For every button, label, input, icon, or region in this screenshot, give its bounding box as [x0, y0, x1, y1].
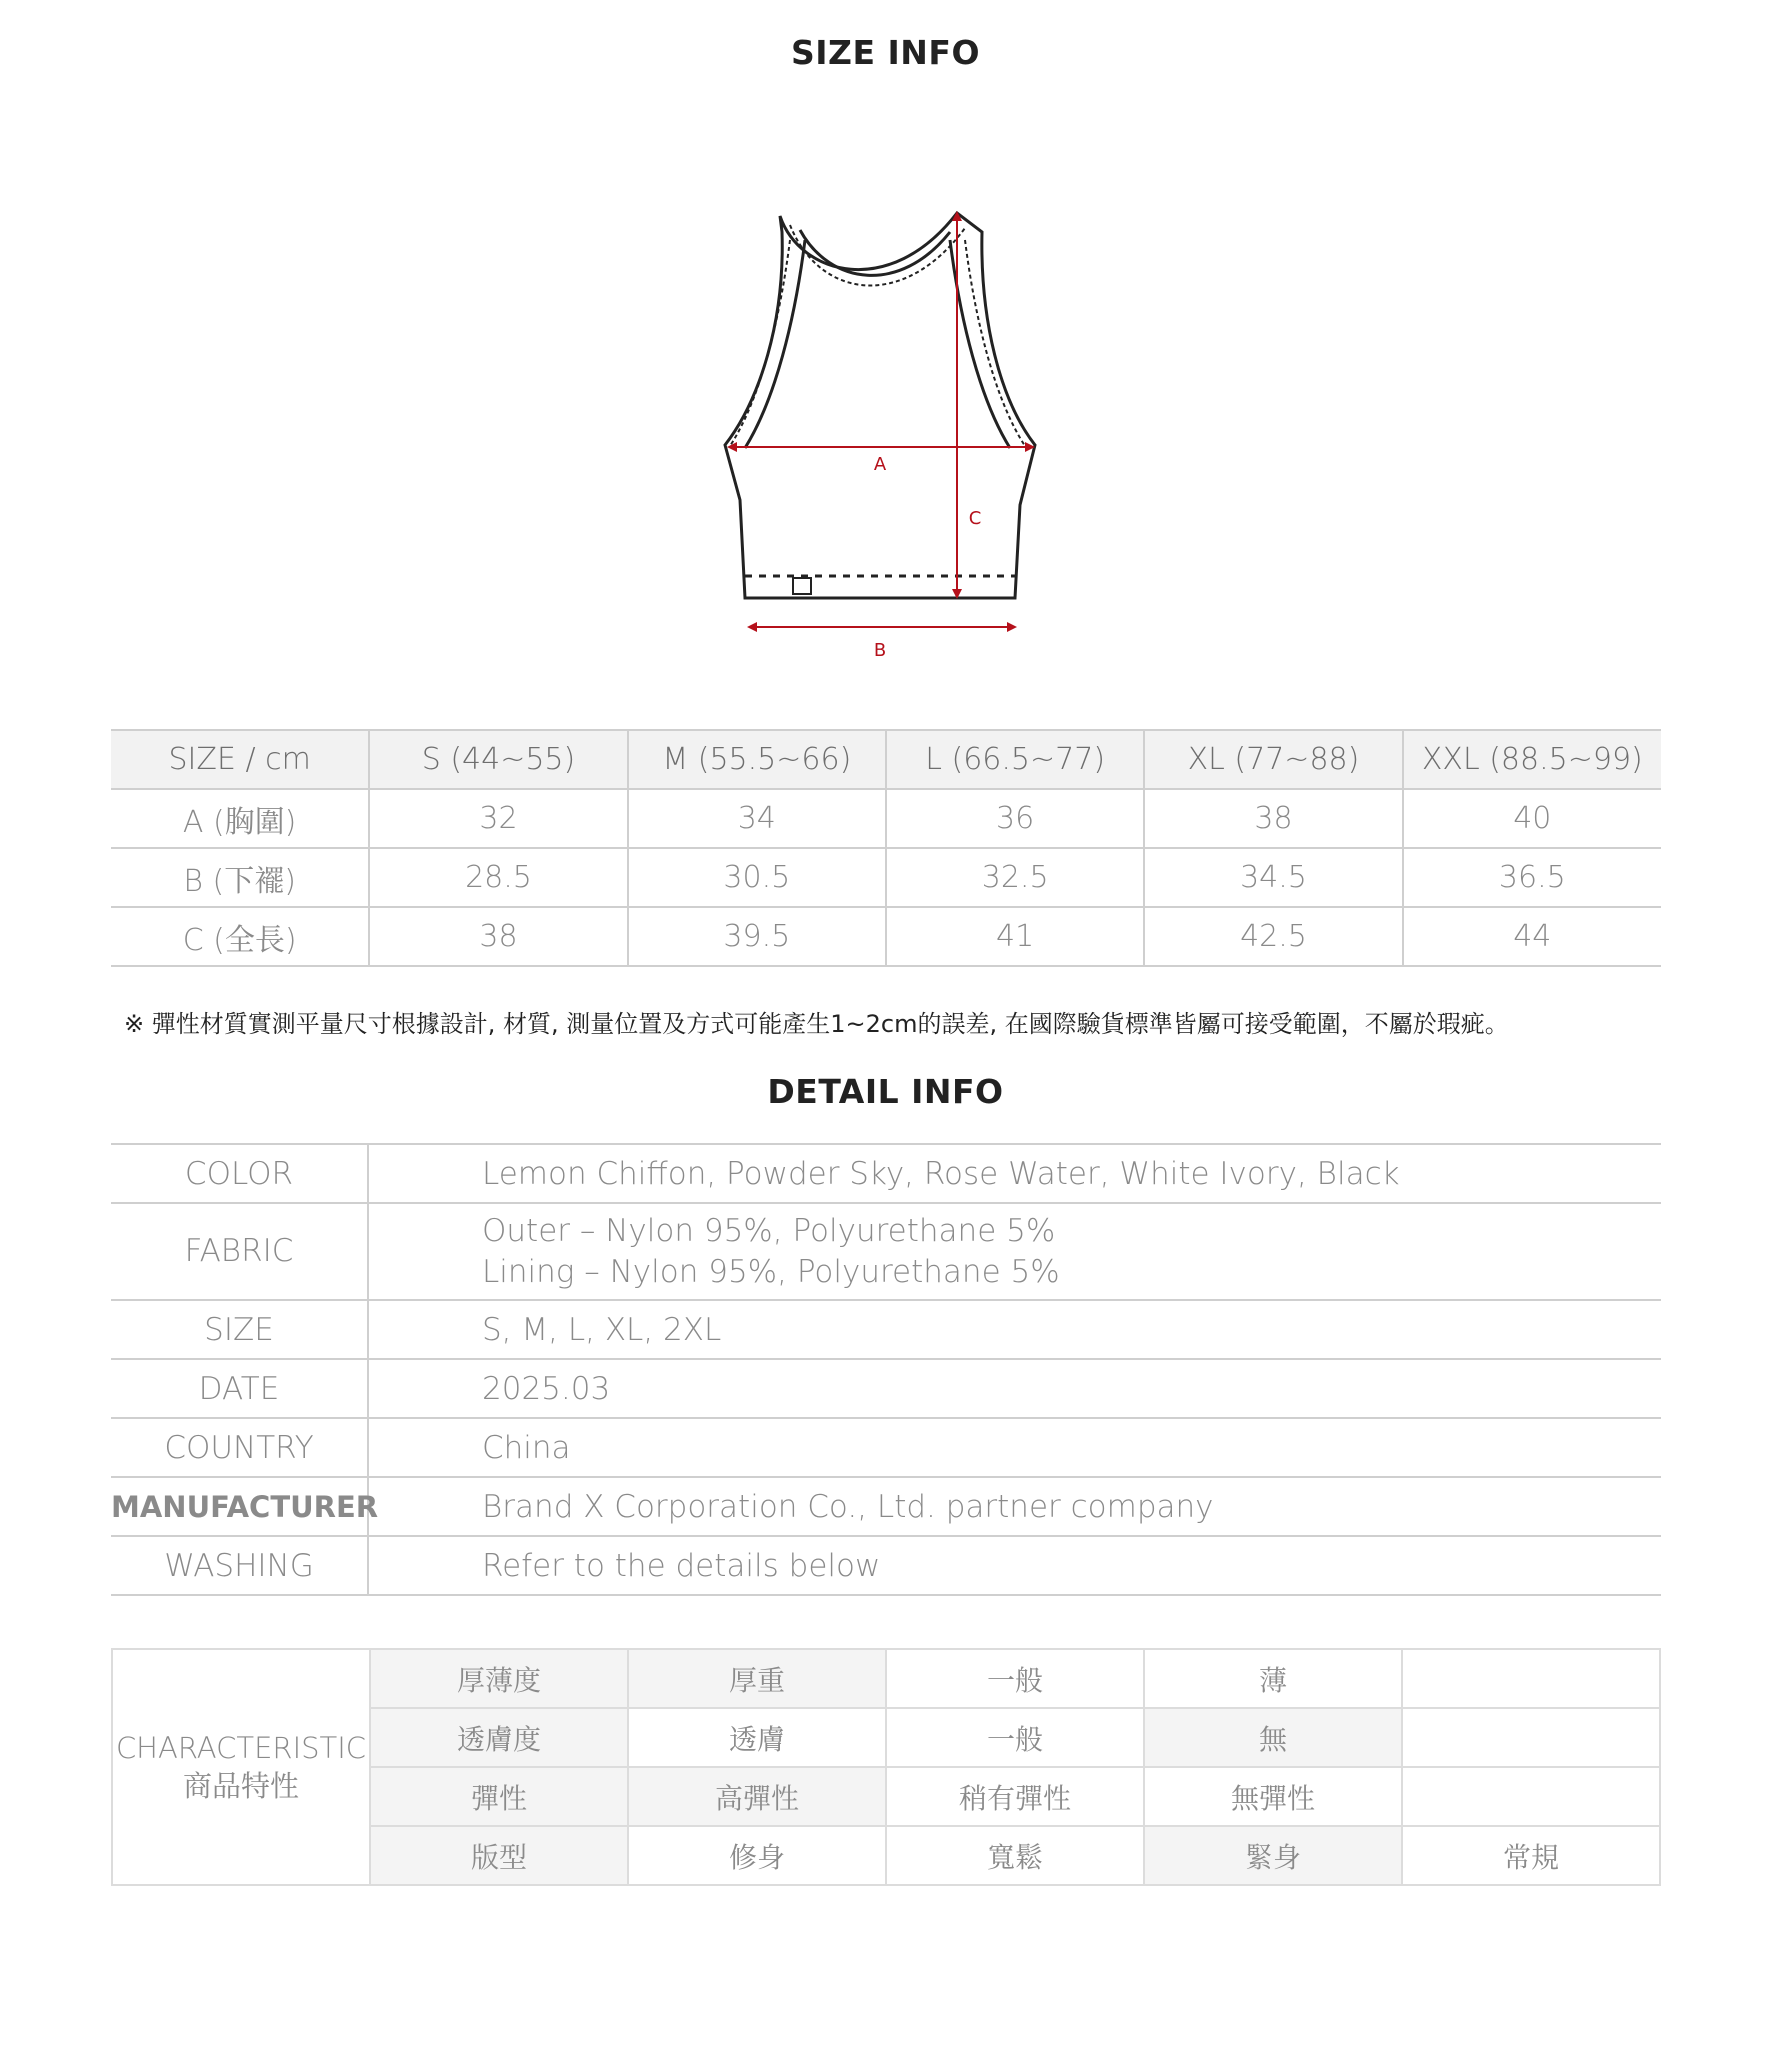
char-row-name: 厚薄度	[370, 1649, 628, 1708]
garment-measurement-diagram	[0, 0, 1771, 700]
table-row	[111, 907, 1661, 966]
size-cell: 40	[1403, 789, 1661, 848]
size-info-title: SIZE INFO	[791, 33, 980, 72]
size-cell: 36	[886, 789, 1144, 848]
char-option: 透膚	[628, 1708, 886, 1767]
table-row	[111, 1536, 1661, 1595]
table-row	[111, 789, 1661, 848]
char-option: 高彈性	[628, 1767, 886, 1826]
size-cell: 32	[369, 789, 627, 848]
table-row	[112, 1649, 1660, 1708]
detail-value-date: 2025.03	[368, 1359, 1661, 1418]
char-option: 常規	[1402, 1826, 1660, 1885]
measurement-note: ※ 彈性材質實測平量尺寸根據設計, 材質, 測量位置及方式可能產生1~2cm的誤差, 在國際驗貨標準皆屬可接受範圍，不屬於瑕疵。	[124, 1010, 1509, 1038]
char-option: 無	[1144, 1708, 1402, 1767]
char-option: 無彈性	[1144, 1767, 1402, 1826]
measure-label-c: C	[968, 508, 982, 529]
size-cell: 44	[1403, 907, 1661, 966]
detail-key-washing: WASHING	[111, 1536, 368, 1595]
size-cell: 39.5	[628, 907, 886, 966]
char-option	[1402, 1649, 1660, 1708]
char-option: 緊身	[1144, 1826, 1402, 1885]
table-row	[111, 1300, 1661, 1359]
size-row-label: C (全長)	[111, 907, 369, 966]
size-header-cell: M (55.5~66)	[628, 730, 886, 789]
table-row	[111, 1144, 1661, 1203]
size-header-cell: XXL (88.5~99)	[1403, 730, 1661, 789]
detail-key-color: COLOR	[111, 1144, 368, 1203]
characteristic-table	[111, 1648, 1661, 1886]
table-row	[111, 1477, 1661, 1536]
measure-label-a: A	[873, 454, 887, 475]
char-option: 一般	[886, 1708, 1144, 1767]
size-header-cell: XL (77~88)	[1144, 730, 1402, 789]
detail-value-color: Lemon Chiffon, Powder Sky, Rose Water, White Ivory, Black	[368, 1144, 1661, 1203]
table-row	[111, 848, 1661, 907]
size-header-cell: L (66.5~77)	[886, 730, 1144, 789]
char-option: 薄	[1144, 1649, 1402, 1708]
detail-key-country: COUNTRY	[111, 1418, 368, 1477]
size-cell: 30.5	[628, 848, 886, 907]
size-cell: 28.5	[369, 848, 627, 907]
detail-value-size: S, M, L, XL, 2XL	[368, 1300, 1661, 1359]
size-cell: 36.5	[1403, 848, 1661, 907]
table-row	[111, 1418, 1661, 1477]
char-option: 稍有彈性	[886, 1767, 1144, 1826]
size-cell: 32.5	[886, 848, 1144, 907]
char-row-name: 透膚度	[370, 1708, 628, 1767]
detail-info-title: DETAIL INFO	[767, 1072, 1004, 1111]
detail-key-fabric: FABRIC	[111, 1203, 368, 1300]
detail-table	[111, 1143, 1661, 1596]
measure-label-b: B	[873, 640, 887, 661]
char-option: 厚重	[628, 1649, 886, 1708]
table-row	[111, 1359, 1661, 1418]
char-option: 修身	[628, 1826, 886, 1885]
size-cell: 34	[628, 789, 886, 848]
size-cell: 42.5	[1144, 907, 1402, 966]
size-cell: 41	[886, 907, 1144, 966]
char-option: 一般	[886, 1649, 1144, 1708]
size-table-header	[111, 730, 1661, 789]
size-cell: 38	[1144, 789, 1402, 848]
characteristic-label	[112, 1649, 370, 1885]
size-row-label: B (下襬)	[111, 848, 369, 907]
halter-top-outline	[725, 213, 1035, 598]
detail-key-size: SIZE	[111, 1300, 368, 1359]
detail-value-fabric	[368, 1203, 1661, 1300]
fabric-lining: Lining – Nylon 95%, Polyurethane 5%	[482, 1253, 1060, 1290]
detail-key-manufacturer: MANUFACTURER	[111, 1477, 368, 1536]
table-row	[111, 1203, 1661, 1300]
char-option	[1402, 1767, 1660, 1826]
size-row-label: A (胸圍)	[111, 789, 369, 848]
characteristic-label-zh: 商品特性	[182, 1769, 299, 1803]
detail-key-date: DATE	[111, 1359, 368, 1418]
detail-value-country: China	[368, 1418, 1661, 1477]
char-row-name: 版型	[370, 1826, 628, 1885]
detail-value-washing: Refer to the details below	[368, 1536, 1661, 1595]
size-header-cell: SIZE / cm	[111, 730, 369, 789]
char-option	[1402, 1708, 1660, 1767]
size-table	[111, 729, 1661, 967]
size-header-cell: S (44~55)	[369, 730, 627, 789]
char-row-name: 彈性	[370, 1767, 628, 1826]
detail-value-manufacturer: Brand X Corporation Co., Ltd. partner company	[368, 1477, 1661, 1536]
characteristic-label-en: CHARACTERISTIC	[115, 1731, 367, 1765]
size-cell: 38	[369, 907, 627, 966]
fabric-outer: Outer – Nylon 95%, Polyurethane 5%	[482, 1212, 1056, 1249]
char-option: 寬鬆	[886, 1826, 1144, 1885]
size-cell: 34.5	[1144, 848, 1402, 907]
